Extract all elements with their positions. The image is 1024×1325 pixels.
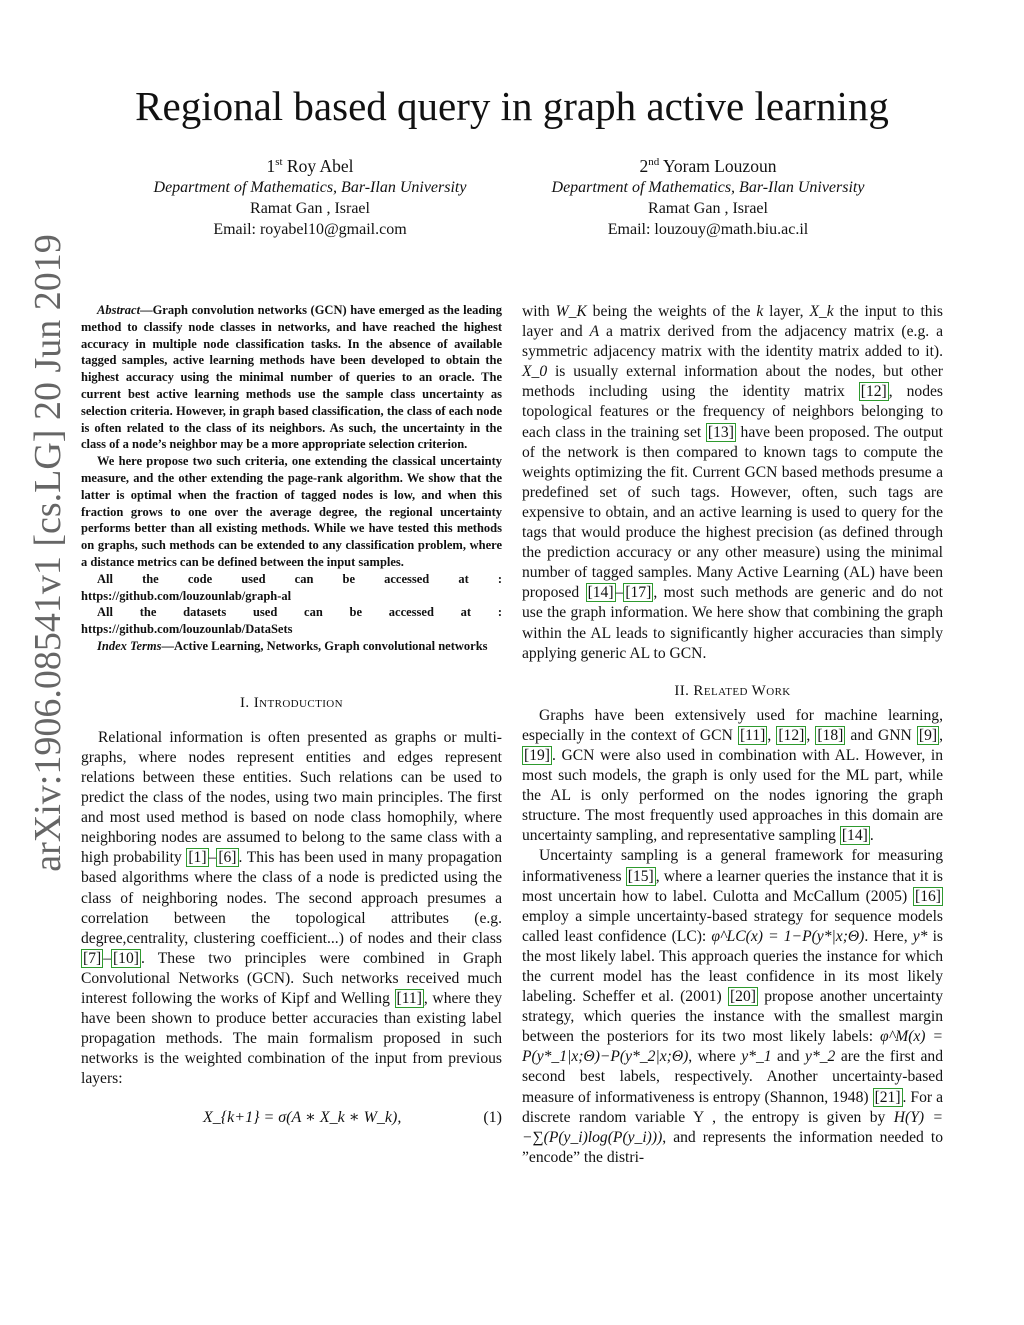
citation-link[interactable]: [1] xyxy=(188,849,207,867)
citation-link[interactable]: [11] xyxy=(739,726,766,744)
related-work-paragraph-2: Uncertainty sampling is a general framework for measuring informativeness [15] , where a learner queries the instance that it is most uncertain how to label. Culotta and McCallum (2005) [16] employ a simple uncertainty-based strategy for sequence models called least confidence (LC): φ^LC(x) = 1−P(y*|x;Θ). Here, y* is the most likely label. This approach queries the instance for which the current model has the least confidence in its most likely labeling. Scheffer et al. (2001) [20] propose another uncertainty strategy, which queries the instance with the smallest margin between the posteriors for its two most likely labels: φ^M(x) = P(y*_1|x;Θ)−P(y*_2|x;Θ), where y*_1 and y*_2 are the first and second best labels, respectively. Another uncertainty-based measure of informativeness is entropy (Shannon, 1948) [21] . For a discrete random variable Y , the entropy is given by H(Y) = −∑(P(y_i)log(P(y_i))), and represents the information needed to ”encode” the distri- xyxy=(522,847,944,1166)
author-department: Department of Mathematics, Bar-Ilan University xyxy=(153,178,467,196)
author-email: Email: louzouy@math.biu.ac.il xyxy=(607,220,809,238)
math-entropy: H(Y) = −∑(P(y_i)log(P(y_i))) xyxy=(522,1108,943,1146)
index-terms: —Active Learning, Networks, Graph convolutional networks xyxy=(161,638,488,653)
abstract-paragraph-2: We here propose two such criteria, one extending the classical uncertainty measure, and the other extending the page-rank algorithm. We show that the latter is optimal when the fraction of tagged nodes is low, and when this fraction grows to one over the average degree, the regional uncertainty performs better than all existing methods. While we have tested this methods on graphs, such methods can be extended to any classification problem, where a distance metrics can be defined between the input samples. xyxy=(81,454,502,569)
author-ordinal: 2 xyxy=(639,155,649,176)
citation-link[interactable]: [17] xyxy=(625,584,652,602)
abstract-paragraph-1: —Graph convolution networks (GCN) have emerged as the leading method to classify node classes in networks, and have reached the highest accuracy in multiple node classification tasks. In the absence of available tagged samples, active learning methods have been developed to obtain the highest accuracy using the minimal number of queries to an oracle. The current best active learning methods use the sample class uncertainty as selection criteria. However, in graph based classification, the class of each node is often related to the class of its neighbors. As such, the uncertainty in the class of a node’s neighbor may be a more appropriate selection criterion. xyxy=(81,303,502,452)
author-location: Ramat Gan , Israel xyxy=(648,199,768,217)
citation-link[interactable]: [20] xyxy=(729,988,756,1006)
author-name: Yoram Louzoun xyxy=(663,155,777,176)
citation-link[interactable]: [19] xyxy=(524,746,550,764)
citation-link[interactable]: [12] xyxy=(778,726,805,744)
citation-link[interactable]: [13] xyxy=(707,423,734,441)
author-email: Email: royabel10@gmail.com xyxy=(213,220,407,238)
abstract-label: Abstract xyxy=(97,303,141,317)
citation-link[interactable]: [6] xyxy=(218,849,237,867)
left-column xyxy=(81,302,502,1130)
arxiv-identifier-stamp: arXiv:1906.08541v1 [cs.LG] 20 Jun 2019 xyxy=(27,234,69,872)
index-terms-label: Index Terms xyxy=(97,638,162,653)
equation-number: (1) xyxy=(483,1108,502,1126)
citation-link[interactable]: [16] xyxy=(915,887,941,905)
citation-link[interactable]: [15] xyxy=(627,867,654,885)
code-availability-line: All the code used can be accessed at : xyxy=(97,571,502,586)
author-ordinal: 1 xyxy=(266,155,276,176)
citation-link[interactable]: [12] xyxy=(860,383,887,401)
author-block-1 xyxy=(120,152,500,240)
citation-link[interactable]: [9] xyxy=(918,726,938,744)
citation-link[interactable]: [14] xyxy=(587,584,614,602)
related-work-paragraph-1: Graphs have been extensively used for machine learning, especially in the context of GCN [11] , [12] , [18] and GNN [9] , [19] . GCN were also used in combination with AL. However, in most such models, the graph is only used for the ML part, while the AL is only performed on the nodes ignoring the graph structure. The most frequently used approaches in this domain are uncertainty sampling, and representative sampling [14] . xyxy=(522,706,944,845)
section-heading-related-work: II. Related Work xyxy=(674,682,791,699)
author-ordinal-suffix: st xyxy=(275,156,283,168)
data-availability-line: All the datasets used can be accessed at : xyxy=(97,605,502,620)
right-column xyxy=(522,302,943,1168)
citation-link[interactable]: [11] xyxy=(396,990,422,1008)
intro-paragraph: Relational information is often presented as graphs or multi-graphs, where nodes represent entities and edges represent relations between these entities. Such relations can be used to predict the class of the nodes, using two main principles. The first and most used method is based on node class homophily, where neighboring nodes are assumed to belong to the same class with a high probability [1] – [6] . This has been used in many propagation based algorithms where the class of a node is predicted using the class of neighboring nodes. The second approach presumes a correlation between the topological attributes (e.g. degree,centrality, clustering coefficient...) of nodes and their class [7] – [10] . These two principles were combined in Graph Convolutional Networks (GCN). Such networks received much interest following the works of Kipf and Welling [11] , where they have been shown to produce better accuracies than existing label propagation methods. The main formalism proposed in such networks is the weighted combination of the input from previous layers: xyxy=(81,728,502,1088)
author-location: Ramat Gan , Israel xyxy=(250,199,370,217)
section-heading-introduction: I. Introduction xyxy=(240,694,343,711)
author-block-2 xyxy=(518,152,898,240)
equation-1 xyxy=(81,1108,502,1130)
citation-link[interactable]: [7] xyxy=(83,949,102,967)
citation-link[interactable]: [21] xyxy=(874,1088,901,1106)
citation-link[interactable]: [10] xyxy=(112,949,139,967)
citation-link[interactable]: [18] xyxy=(817,726,844,744)
author-name: Roy Abel xyxy=(286,155,354,176)
author-ordinal-suffix: nd xyxy=(648,156,660,168)
gcn-continuation-paragraph: with W_K being the weights of the k layer, X_k the input to this layer and A a matrix derived from the adjacency matrix (e.g. a symmetric adjacency matrix with the identity matrix added to it). X_0 is usually external information about the nodes, but other methods including using the identity matrix [12] , nodes topological features or the frequency of neighbors belonging to each class in the training set [13] have been proposed. The output of the network is then compared to known tags to compute the weights optimizing the fit. Current GCN based methods presume a predefined set of such tags. However, often, such tags are expensive to obtain, and an active learning is used to query for the tags that would produce the highest precision (as defined through the prediction accuracy or any other measure) using the minimal number of tagged samples. Many Active Learning (AL) have been proposed [14] – [17] , most such methods are generic and do not use the graph information. We here show that combining the graph within the AL leads to significantly higher accuracies than simply applying generic AL to GCN. xyxy=(522,303,944,662)
math-least-confidence: φ^LC(x) = 1−P(y*|x;Θ) xyxy=(711,927,865,945)
code-url: https://github.com/louzounlab/graph-al xyxy=(81,588,292,603)
math-margin: φ^M(x) = P(y*_1|x;Θ)−P(y*_2|x;Θ) xyxy=(522,1028,943,1066)
paper-title: Regional based query in graph active learning xyxy=(135,83,889,129)
data-url: https://github.com/louzounlab/DataSets xyxy=(81,622,293,637)
abstract xyxy=(81,302,502,655)
equation-body: X_{k+1} = σ(A ∗ X_k ∗ W_k), xyxy=(203,1108,402,1126)
author-department: Department of Mathematics, Bar-Ilan University xyxy=(551,178,865,196)
citation-link[interactable]: [14] xyxy=(841,827,868,845)
